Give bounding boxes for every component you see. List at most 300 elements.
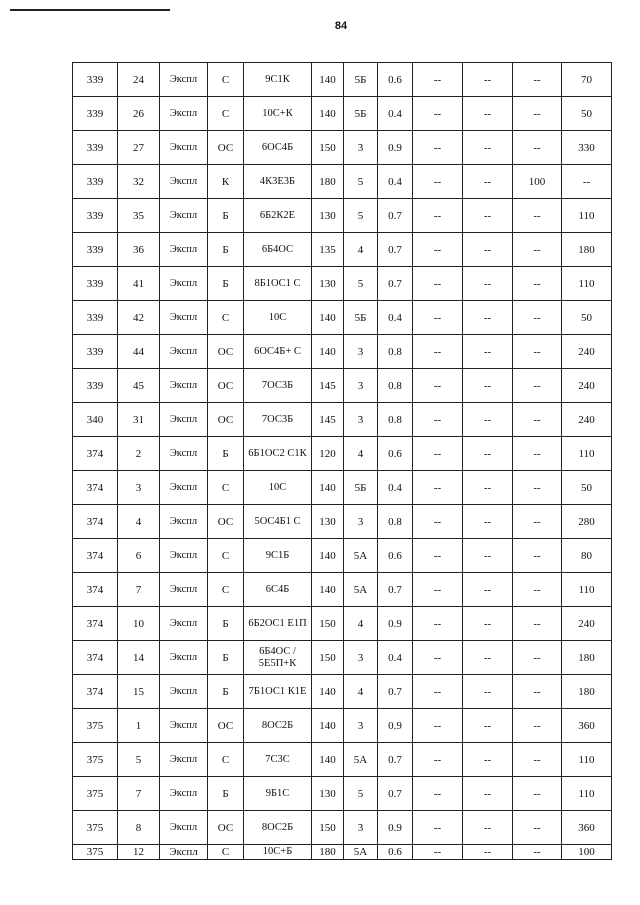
cell-age: 140: [312, 675, 344, 709]
cell-col-11: 100: [513, 165, 562, 199]
cell-species-composition: 6Б2ОС1 Е1П: [244, 607, 312, 641]
cell-age: 130: [312, 505, 344, 539]
cell-class: 3: [344, 403, 378, 437]
cell-class: 3: [344, 641, 378, 675]
cell-cutting-type: Экспл: [160, 165, 208, 199]
cell-col-9: --: [413, 641, 463, 675]
cell-col-10: --: [463, 97, 513, 131]
cell-species-composition: 7Б1ОС1 К1Е: [244, 675, 312, 709]
cell-compartment: 374: [73, 675, 118, 709]
cell-col-9: --: [413, 471, 463, 505]
cell-volume: 180: [562, 641, 612, 675]
cell-col-11: --: [513, 811, 562, 845]
cell-cutting-type: Экспл: [160, 335, 208, 369]
cell-cutting-type: Экспл: [160, 811, 208, 845]
table-row: [73, 437, 612, 471]
cell-col-10: --: [463, 233, 513, 267]
cell-age: 150: [312, 641, 344, 675]
cell-plot: 7: [118, 573, 160, 607]
forest-table: [72, 62, 612, 860]
cell-compartment: 375: [73, 743, 118, 777]
cell-compartment: 339: [73, 335, 118, 369]
cell-cutting-type: Экспл: [160, 845, 208, 860]
cell-cutting-type: Экспл: [160, 301, 208, 335]
cell-col-9: --: [413, 233, 463, 267]
cell-col-9: --: [413, 199, 463, 233]
cell-age: 140: [312, 743, 344, 777]
cell-species-composition: 6Б1ОС2 С1К: [244, 437, 312, 471]
cell-class: 5: [344, 777, 378, 811]
cell-volume: 110: [562, 777, 612, 811]
cell-cutting-type: Экспл: [160, 63, 208, 97]
cell-dominant-species: Б: [208, 777, 244, 811]
cell-col-10: --: [463, 641, 513, 675]
cell-cutting-type: Экспл: [160, 199, 208, 233]
cell-density: 0.7: [378, 267, 413, 301]
cell-plot: 12: [118, 845, 160, 860]
cell-volume: 360: [562, 709, 612, 743]
cell-volume: 180: [562, 675, 612, 709]
cell-class: 3: [344, 369, 378, 403]
cell-density: 0.7: [378, 573, 413, 607]
cell-species-composition: 6С4Б: [244, 573, 312, 607]
table-row: [73, 97, 612, 131]
cell-dominant-species: Б: [208, 675, 244, 709]
cell-compartment: 374: [73, 437, 118, 471]
cell-plot: 24: [118, 63, 160, 97]
table-row: [73, 743, 612, 777]
cell-class: 5Б: [344, 63, 378, 97]
cell-dominant-species: С: [208, 97, 244, 131]
cell-age: 145: [312, 403, 344, 437]
cell-col-9: --: [413, 539, 463, 573]
cell-cutting-type: Экспл: [160, 505, 208, 539]
cell-compartment: 339: [73, 97, 118, 131]
cell-dominant-species: К: [208, 165, 244, 199]
cell-plot: 15: [118, 675, 160, 709]
cell-class: 5А: [344, 743, 378, 777]
cell-col-11: --: [513, 437, 562, 471]
cell-dominant-species: С: [208, 539, 244, 573]
cell-col-11: --: [513, 845, 562, 860]
cell-age: 140: [312, 63, 344, 97]
cell-col-11: --: [513, 471, 562, 505]
table-row: [73, 845, 612, 860]
cell-volume: 330: [562, 131, 612, 165]
cell-col-10: --: [463, 607, 513, 641]
cell-plot: 26: [118, 97, 160, 131]
cell-col-10: --: [463, 539, 513, 573]
cell-cutting-type: Экспл: [160, 131, 208, 165]
table-row: [73, 675, 612, 709]
cell-col-11: --: [513, 641, 562, 675]
cell-density: 0.8: [378, 505, 413, 539]
cell-cutting-type: Экспл: [160, 709, 208, 743]
cell-dominant-species: ОС: [208, 709, 244, 743]
cell-volume: 50: [562, 301, 612, 335]
cell-col-10: --: [463, 301, 513, 335]
cell-age: 140: [312, 335, 344, 369]
cell-dominant-species: ОС: [208, 335, 244, 369]
cell-age: 130: [312, 199, 344, 233]
cell-species-composition: 8Б1ОС1 С: [244, 267, 312, 301]
cell-compartment: 340: [73, 403, 118, 437]
cell-species-composition: 10С+Б: [244, 845, 312, 860]
cell-age: 120: [312, 437, 344, 471]
cell-col-11: --: [513, 505, 562, 539]
cell-species-composition: 10С+К: [244, 97, 312, 131]
cell-class: 4: [344, 607, 378, 641]
cell-class: 5Б: [344, 471, 378, 505]
cell-density: 0.4: [378, 165, 413, 199]
cell-plot: 2: [118, 437, 160, 471]
cell-col-10: --: [463, 437, 513, 471]
table-row: [73, 131, 612, 165]
cell-col-9: --: [413, 437, 463, 471]
cell-age: 140: [312, 539, 344, 573]
cell-plot: 8: [118, 811, 160, 845]
cell-plot: 5: [118, 743, 160, 777]
cell-cutting-type: Экспл: [160, 267, 208, 301]
cell-plot: 44: [118, 335, 160, 369]
cell-volume: 360: [562, 811, 612, 845]
cell-species-composition: 6Б4ОС / 5Е5П+К: [244, 641, 312, 675]
cell-species-composition: 9Б1С: [244, 777, 312, 811]
cell-dominant-species: С: [208, 63, 244, 97]
cell-col-9: --: [413, 267, 463, 301]
cell-col-11: --: [513, 335, 562, 369]
cell-dominant-species: ОС: [208, 505, 244, 539]
cell-cutting-type: Экспл: [160, 403, 208, 437]
cell-density: 0.4: [378, 641, 413, 675]
cell-class: 3: [344, 335, 378, 369]
cell-col-9: --: [413, 505, 463, 539]
cell-compartment: 339: [73, 233, 118, 267]
cell-species-composition: 10С: [244, 301, 312, 335]
cell-volume: 70: [562, 63, 612, 97]
cell-col-11: --: [513, 301, 562, 335]
cell-col-10: --: [463, 267, 513, 301]
cell-density: 0.7: [378, 675, 413, 709]
cell-col-11: --: [513, 267, 562, 301]
cell-col-11: --: [513, 709, 562, 743]
cell-plot: 6: [118, 539, 160, 573]
cell-species-composition: 10С: [244, 471, 312, 505]
cell-dominant-species: Б: [208, 641, 244, 675]
cell-cutting-type: Экспл: [160, 471, 208, 505]
cell-density: 0.8: [378, 369, 413, 403]
cell-plot: 36: [118, 233, 160, 267]
cell-cutting-type: Экспл: [160, 97, 208, 131]
cell-volume: 240: [562, 403, 612, 437]
cell-cutting-type: Экспл: [160, 539, 208, 573]
cell-cutting-type: Экспл: [160, 369, 208, 403]
cell-plot: 10: [118, 607, 160, 641]
table-row: [73, 641, 612, 675]
cell-col-9: --: [413, 63, 463, 97]
cell-dominant-species: С: [208, 301, 244, 335]
table-row: [73, 709, 612, 743]
cell-density: 0.9: [378, 811, 413, 845]
cell-dominant-species: Б: [208, 233, 244, 267]
cell-col-9: --: [413, 301, 463, 335]
cell-col-10: --: [463, 505, 513, 539]
cell-plot: 1: [118, 709, 160, 743]
cell-density: 0.7: [378, 777, 413, 811]
cell-col-9: --: [413, 743, 463, 777]
cell-cutting-type: Экспл: [160, 675, 208, 709]
cell-col-10: --: [463, 471, 513, 505]
cell-volume: 50: [562, 471, 612, 505]
cell-age: 150: [312, 811, 344, 845]
cell-plot: 32: [118, 165, 160, 199]
cell-compartment: 339: [73, 301, 118, 335]
cell-density: 0.4: [378, 97, 413, 131]
top-rule: [10, 9, 170, 11]
cell-compartment: 339: [73, 131, 118, 165]
cell-cutting-type: Экспл: [160, 607, 208, 641]
cell-species-composition: 8ОС2Б: [244, 709, 312, 743]
cell-plot: 35: [118, 199, 160, 233]
cell-col-10: --: [463, 573, 513, 607]
cell-dominant-species: Б: [208, 199, 244, 233]
cell-species-composition: 4К3Е3Б: [244, 165, 312, 199]
cell-col-11: --: [513, 97, 562, 131]
cell-col-10: --: [463, 199, 513, 233]
cell-density: 0.9: [378, 131, 413, 165]
cell-plot: 27: [118, 131, 160, 165]
cell-compartment: 375: [73, 709, 118, 743]
cell-plot: 14: [118, 641, 160, 675]
cell-compartment: 375: [73, 777, 118, 811]
cell-col-10: --: [463, 845, 513, 860]
cell-class: 5Б: [344, 301, 378, 335]
cell-col-9: --: [413, 811, 463, 845]
cell-col-11: --: [513, 777, 562, 811]
cell-dominant-species: ОС: [208, 131, 244, 165]
cell-species-composition: 6ОС4Б: [244, 131, 312, 165]
cell-species-composition: 7С3С: [244, 743, 312, 777]
cell-plot: 45: [118, 369, 160, 403]
cell-volume: 110: [562, 743, 612, 777]
cell-density: 0.7: [378, 743, 413, 777]
cell-compartment: 339: [73, 267, 118, 301]
cell-compartment: 374: [73, 607, 118, 641]
table-row: [73, 811, 612, 845]
cell-col-10: --: [463, 709, 513, 743]
cell-compartment: 339: [73, 369, 118, 403]
cell-volume: --: [562, 165, 612, 199]
cell-density: 0.6: [378, 539, 413, 573]
cell-density: 0.9: [378, 607, 413, 641]
cell-species-composition: 9С1К: [244, 63, 312, 97]
cell-density: 0.7: [378, 199, 413, 233]
cell-cutting-type: Экспл: [160, 743, 208, 777]
cell-volume: 110: [562, 573, 612, 607]
cell-density: 0.6: [378, 437, 413, 471]
cell-col-10: --: [463, 777, 513, 811]
cell-class: 5Б: [344, 97, 378, 131]
cell-density: 0.6: [378, 845, 413, 860]
cell-volume: 110: [562, 437, 612, 471]
cell-class: 5А: [344, 539, 378, 573]
cell-col-9: --: [413, 335, 463, 369]
cell-compartment: 375: [73, 845, 118, 860]
table-row: [73, 233, 612, 267]
table-row: [73, 403, 612, 437]
table-row: [73, 573, 612, 607]
table-row: [73, 199, 612, 233]
cell-volume: 240: [562, 335, 612, 369]
table-row: [73, 165, 612, 199]
cell-species-composition: 7ОС3Б: [244, 403, 312, 437]
cell-col-9: --: [413, 165, 463, 199]
cell-plot: 42: [118, 301, 160, 335]
cell-class: 4: [344, 437, 378, 471]
cell-class: 5: [344, 267, 378, 301]
cell-dominant-species: ОС: [208, 369, 244, 403]
cell-dominant-species: С: [208, 471, 244, 505]
cell-density: 0.4: [378, 301, 413, 335]
cell-age: 145: [312, 369, 344, 403]
cell-col-11: --: [513, 573, 562, 607]
cell-class: 3: [344, 811, 378, 845]
cell-col-11: --: [513, 131, 562, 165]
cell-age: 135: [312, 233, 344, 267]
cell-compartment: 339: [73, 165, 118, 199]
cell-col-9: --: [413, 845, 463, 860]
cell-class: 3: [344, 709, 378, 743]
page-number: 84: [334, 20, 348, 32]
cell-plot: 3: [118, 471, 160, 505]
cell-species-composition: 7ОС3Б: [244, 369, 312, 403]
cell-age: 180: [312, 845, 344, 860]
cell-col-11: --: [513, 63, 562, 97]
cell-col-9: --: [413, 97, 463, 131]
cell-age: 130: [312, 777, 344, 811]
cell-dominant-species: С: [208, 845, 244, 860]
cell-compartment: 374: [73, 641, 118, 675]
cell-compartment: 339: [73, 63, 118, 97]
cell-col-11: --: [513, 743, 562, 777]
cell-dominant-species: ОС: [208, 403, 244, 437]
cell-volume: 240: [562, 369, 612, 403]
cell-age: 140: [312, 573, 344, 607]
cell-cutting-type: Экспл: [160, 233, 208, 267]
cell-col-10: --: [463, 165, 513, 199]
cell-col-9: --: [413, 131, 463, 165]
cell-volume: 80: [562, 539, 612, 573]
cell-dominant-species: С: [208, 743, 244, 777]
cell-species-composition: 5ОС4Б1 С: [244, 505, 312, 539]
cell-density: 0.4: [378, 471, 413, 505]
cell-dominant-species: Б: [208, 607, 244, 641]
cell-plot: 4: [118, 505, 160, 539]
cell-volume: 50: [562, 97, 612, 131]
table-row: [73, 471, 612, 505]
cell-class: 5А: [344, 845, 378, 860]
cell-volume: 280: [562, 505, 612, 539]
cell-col-9: --: [413, 675, 463, 709]
cell-volume: 180: [562, 233, 612, 267]
cell-class: 5: [344, 165, 378, 199]
table-row: [73, 369, 612, 403]
cell-col-9: --: [413, 369, 463, 403]
table-row: [73, 63, 612, 97]
cell-cutting-type: Экспл: [160, 437, 208, 471]
cell-dominant-species: С: [208, 573, 244, 607]
cell-col-9: --: [413, 607, 463, 641]
cell-age: 130: [312, 267, 344, 301]
cell-col-9: --: [413, 573, 463, 607]
cell-age: 150: [312, 131, 344, 165]
cell-species-composition: 8ОС2Б: [244, 811, 312, 845]
cell-density: 0.9: [378, 709, 413, 743]
table-row: [73, 607, 612, 641]
cell-col-10: --: [463, 335, 513, 369]
cell-density: 0.8: [378, 335, 413, 369]
cell-compartment: 374: [73, 471, 118, 505]
cell-col-11: --: [513, 675, 562, 709]
cell-dominant-species: Б: [208, 437, 244, 471]
cell-plot: 41: [118, 267, 160, 301]
cell-class: 5А: [344, 573, 378, 607]
cell-age: 140: [312, 709, 344, 743]
cell-class: 4: [344, 233, 378, 267]
cell-col-11: --: [513, 369, 562, 403]
cell-col-10: --: [463, 403, 513, 437]
cell-class: 3: [344, 505, 378, 539]
cell-col-10: --: [463, 675, 513, 709]
cell-plot: 7: [118, 777, 160, 811]
cell-col-11: --: [513, 403, 562, 437]
table-row: [73, 267, 612, 301]
cell-volume: 240: [562, 607, 612, 641]
cell-plot: 31: [118, 403, 160, 437]
cell-col-11: --: [513, 199, 562, 233]
cell-density: 0.8: [378, 403, 413, 437]
cell-class: 3: [344, 131, 378, 165]
cell-density: 0.7: [378, 233, 413, 267]
cell-age: 140: [312, 471, 344, 505]
cell-col-10: --: [463, 63, 513, 97]
cell-compartment: 374: [73, 505, 118, 539]
cell-col-10: --: [463, 811, 513, 845]
cell-col-10: --: [463, 743, 513, 777]
cell-dominant-species: Б: [208, 267, 244, 301]
cell-compartment: 339: [73, 199, 118, 233]
cell-col-9: --: [413, 777, 463, 811]
cell-volume: 110: [562, 199, 612, 233]
table-row: [73, 777, 612, 811]
table-row: [73, 335, 612, 369]
cell-species-composition: 9С1Б: [244, 539, 312, 573]
cell-species-composition: 6Б4ОС: [244, 233, 312, 267]
cell-compartment: 374: [73, 573, 118, 607]
cell-col-10: --: [463, 131, 513, 165]
table-row: [73, 539, 612, 573]
cell-species-composition: 6Б2К2Е: [244, 199, 312, 233]
cell-age: 180: [312, 165, 344, 199]
cell-col-11: --: [513, 539, 562, 573]
cell-volume: 110: [562, 267, 612, 301]
cell-density: 0.6: [378, 63, 413, 97]
cell-class: 5: [344, 199, 378, 233]
cell-volume: 100: [562, 845, 612, 860]
cell-col-11: --: [513, 233, 562, 267]
cell-compartment: 375: [73, 811, 118, 845]
cell-col-9: --: [413, 403, 463, 437]
